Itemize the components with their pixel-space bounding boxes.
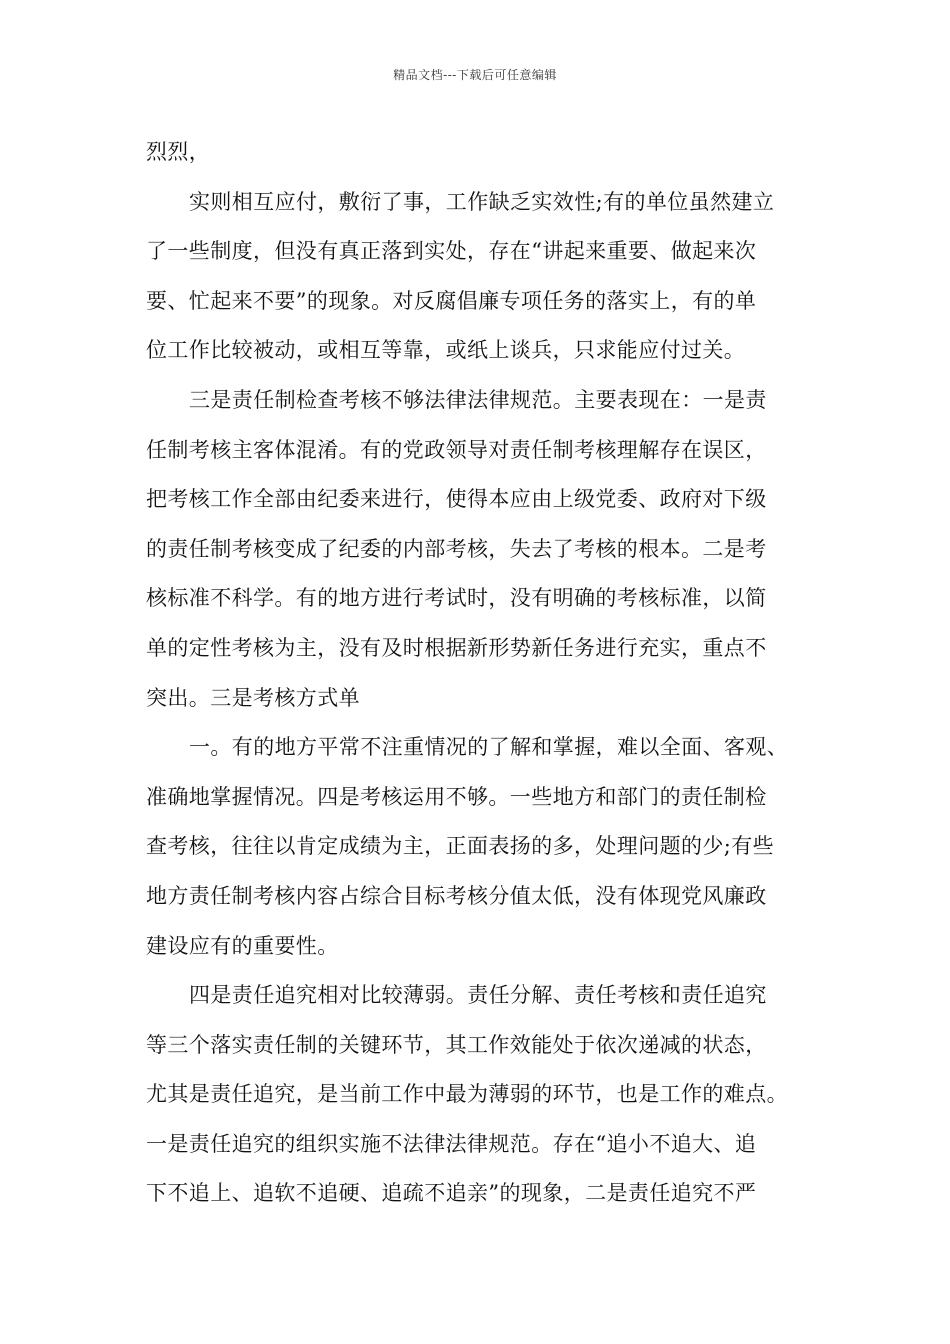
document-body <box>146 128 816 1219</box>
text-line: 核标准不科学。有的地方进行考试时，没有明确的考核标准，以简 <box>146 586 767 611</box>
text-line: 任制考核主客体混淆。有的党政领导对责任制考核理解存在误区， <box>146 437 767 462</box>
text-line: 的责任制考核变成了纪委的内部考核，失去了考核的根本。二是考 <box>146 536 767 561</box>
text-line: 地方责任制考核内容占综合目标考核分值太低，没有体现党风廉政 <box>146 883 767 908</box>
page-header: 精品文档---下载后可任意编辑 <box>393 68 557 82</box>
text-line: 准确地掌握情况。四是考核运用不够。一些地方和部门的责任制检 <box>146 784 767 809</box>
text-line: 突出。三是考核方式单 <box>146 685 360 710</box>
text-line: 位工作比较被动，或相互等靠，或纸上谈兵，只求能应付过关。 <box>146 338 746 363</box>
text-line: 等三个落实责任制的关键环节，其工作效能处于依次递减的状态， <box>146 1032 767 1057</box>
text-line: 实则相互应付，敷衍了事，工作缺乏实效性;有的单位虽然建立 <box>189 189 775 214</box>
text-line: 建设应有的重要性。 <box>146 933 339 958</box>
text-line: 三是责任制检查考核不够法律法律规范。主要表现在：一是责 <box>189 387 767 412</box>
text-line: 了一些制度，但没有真正落到实处，存在“讲起来重要、做起来次 <box>146 239 757 264</box>
text-line: 单的定性考核为主，没有及时根据新形势新任务进行充实，重点不 <box>146 635 767 660</box>
text-line: 一。有的地方平常不注重情况的了解和掌握，难以全面、客观、 <box>189 735 789 760</box>
text-line: 要、忙起来不要”的现象。对反腐倡廉专项任务的落实上，有的单 <box>146 288 757 313</box>
text-line: 一是责任追究的组织实施不法律法律规范。存在“追小不追大、追 <box>146 1131 757 1156</box>
text-line: 尤其是责任追究，是当前工作中最为薄弱的环节，也是工作的难点。 <box>146 1082 788 1107</box>
text-line: 烈烈， <box>146 140 211 164</box>
text-line: 四是责任追究相对比较薄弱。责任分解、责任考核和责任追究 <box>189 983 767 1008</box>
text-line: 查考核，往往以肯定成绩为主，正面表扬的多，处理问题的少;有些 <box>146 834 775 859</box>
text-line: 把考核工作全部由纪委来进行，使得本应由上级党委、政府对下级 <box>146 487 767 512</box>
text-line: 下不追上、追软不追硬、追疏不追亲”的现象，二是责任追究不严 <box>146 1181 757 1206</box>
